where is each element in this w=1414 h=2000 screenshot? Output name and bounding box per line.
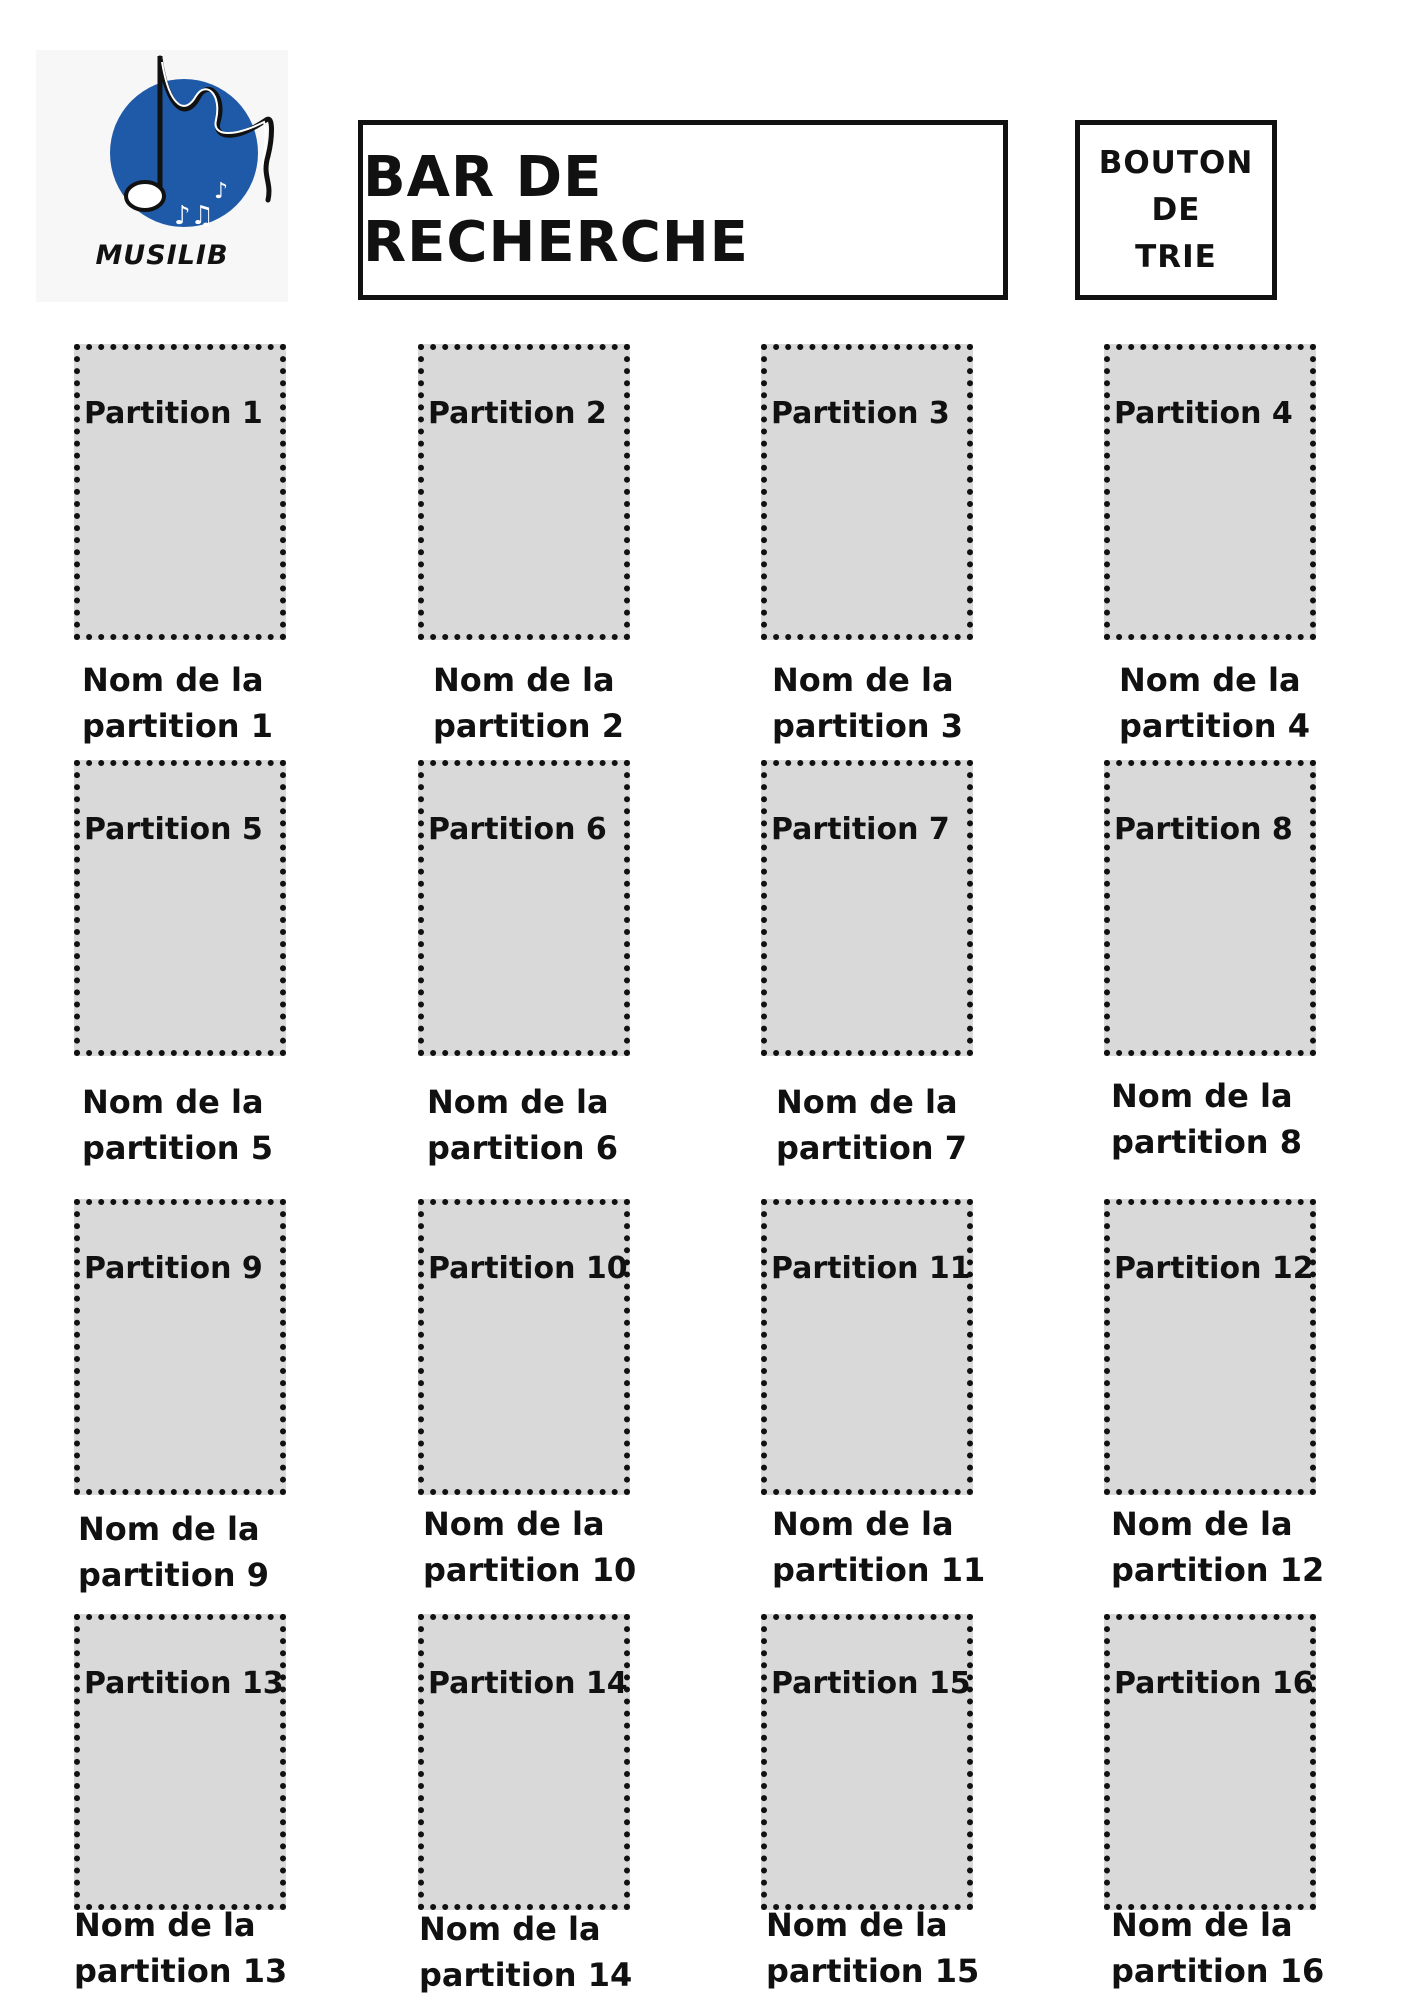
- sort-button[interactable]: [1075, 120, 1277, 300]
- partition-name-line-2: partition 4: [1119, 707, 1310, 745]
- svg-text:♪: ♪: [214, 179, 229, 204]
- partition-name-line-1: Nom de la: [1111, 1906, 1293, 1944]
- partition-card[interactable]: [418, 1199, 630, 1495]
- partition-name-line-2: partition 14: [419, 1956, 633, 1994]
- partition-name[interactable]: [1111, 1073, 1351, 1165]
- partition-title: Partition 12: [1114, 1251, 1314, 1286]
- partition-title: Partition 11: [771, 1251, 971, 1286]
- partition-card[interactable]: [418, 344, 630, 640]
- partition-name-line-1: Nom de la: [772, 661, 954, 699]
- partition-name-line-1: Nom de la: [423, 1505, 605, 1543]
- partition-name-line-1: Nom de la: [433, 661, 615, 699]
- partition-title: Partition 14: [428, 1666, 628, 1701]
- partition-name-line-1: Nom de la: [766, 1906, 948, 1944]
- partition-card[interactable]: [418, 1614, 630, 1910]
- partition-card[interactable]: [74, 1614, 286, 1910]
- partition-card[interactable]: [761, 1614, 973, 1910]
- partition-name-line-1: Nom de la: [776, 1083, 958, 1121]
- partition-name-line-1: Nom de la: [1111, 1077, 1293, 1115]
- partition-title: Partition 1: [84, 396, 263, 431]
- partition-title: Partition 2: [428, 396, 607, 431]
- partition-name-line-2: partition 6: [427, 1129, 618, 1167]
- partition-name[interactable]: [1111, 1902, 1351, 1994]
- partition-name-line-2: partition 16: [1111, 1952, 1325, 1990]
- partition-name[interactable]: [1111, 1501, 1351, 1593]
- partition-name[interactable]: [423, 1501, 663, 1593]
- partition-title: Partition 13: [84, 1666, 284, 1701]
- partition-name-line-2: partition 13: [74, 1952, 288, 1990]
- partition-name-line-1: Nom de la: [427, 1083, 609, 1121]
- partition-name[interactable]: [82, 657, 322, 749]
- partition-title: Partition 7: [771, 812, 950, 847]
- partition-name[interactable]: [772, 657, 1012, 749]
- partition-name-line-2: partition 15: [766, 1952, 980, 1990]
- partition-name-line-1: Nom de la: [82, 1083, 264, 1121]
- partition-name-line-2: partition 11: [772, 1551, 986, 1589]
- partition-name-line-2: partition 1: [82, 707, 273, 745]
- partition-name[interactable]: [433, 657, 673, 749]
- partition-name-line-2: partition 10: [423, 1551, 637, 1589]
- partition-title: Partition 5: [84, 812, 263, 847]
- partition-title: Partition 4: [1114, 396, 1293, 431]
- partition-card[interactable]: [761, 760, 973, 1056]
- partition-name[interactable]: [766, 1902, 1006, 1994]
- partition-name[interactable]: [78, 1506, 318, 1598]
- partition-title: Partition 3: [771, 396, 950, 431]
- partition-title: Partition 10: [428, 1251, 628, 1286]
- partition-card[interactable]: [1104, 760, 1316, 1056]
- partition-card[interactable]: [761, 1199, 973, 1495]
- partition-name[interactable]: [427, 1079, 667, 1171]
- partition-name[interactable]: [772, 1501, 1012, 1593]
- partition-name[interactable]: [1119, 657, 1359, 749]
- partition-name[interactable]: [82, 1079, 322, 1171]
- sort-button-line-3: TRIE: [1135, 238, 1217, 275]
- partition-card[interactable]: [1104, 344, 1316, 640]
- partition-title: Partition 15: [771, 1666, 971, 1701]
- partition-card[interactable]: [74, 344, 286, 640]
- sort-button-line-1: BOUTON: [1098, 144, 1254, 181]
- partition-name-line-1: Nom de la: [1111, 1505, 1293, 1543]
- partition-name-line-1: Nom de la: [419, 1910, 601, 1948]
- partition-name-line-2: partition 5: [82, 1129, 273, 1167]
- partition-card[interactable]: [418, 760, 630, 1056]
- partition-name[interactable]: [74, 1902, 314, 1994]
- search-bar-label: BAR DE RECHERCHE: [363, 145, 749, 275]
- partition-name-line-1: Nom de la: [78, 1510, 260, 1548]
- partition-name-line-1: Nom de la: [772, 1505, 954, 1543]
- partition-card[interactable]: [761, 344, 973, 640]
- partition-card[interactable]: [1104, 1199, 1316, 1495]
- partition-name-line-2: partition 9: [78, 1556, 269, 1594]
- partition-name-line-2: partition 8: [1111, 1123, 1302, 1161]
- partition-card[interactable]: [1104, 1614, 1316, 1910]
- partition-name-line-1: Nom de la: [82, 661, 264, 699]
- partition-card[interactable]: [74, 1199, 286, 1495]
- logo-text: MUSILIB: [95, 240, 229, 271]
- partition-name-line-2: partition 3: [772, 707, 963, 745]
- partition-name-line-2: partition 12: [1111, 1551, 1325, 1589]
- partition-name-line-1: Nom de la: [74, 1906, 256, 1944]
- partition-card[interactable]: [74, 760, 286, 1056]
- svg-text:♪♫: ♪♫: [174, 201, 214, 231]
- partition-name-line-2: partition 7: [776, 1129, 967, 1167]
- musilib-logo[interactable]: [36, 50, 288, 302]
- sort-button-line-2: DE: [1151, 191, 1201, 228]
- partition-name[interactable]: [419, 1906, 659, 1998]
- partition-title: Partition 8: [1114, 812, 1293, 847]
- partition-title: Partition 16: [1114, 1666, 1314, 1701]
- partition-title: Partition 9: [84, 1251, 263, 1286]
- partition-name-line-2: partition 2: [433, 707, 624, 745]
- partition-name[interactable]: [776, 1079, 1016, 1171]
- search-bar[interactable]: [358, 120, 1008, 300]
- partition-title: Partition 6: [428, 812, 607, 847]
- partition-name-line-1: Nom de la: [1119, 661, 1301, 699]
